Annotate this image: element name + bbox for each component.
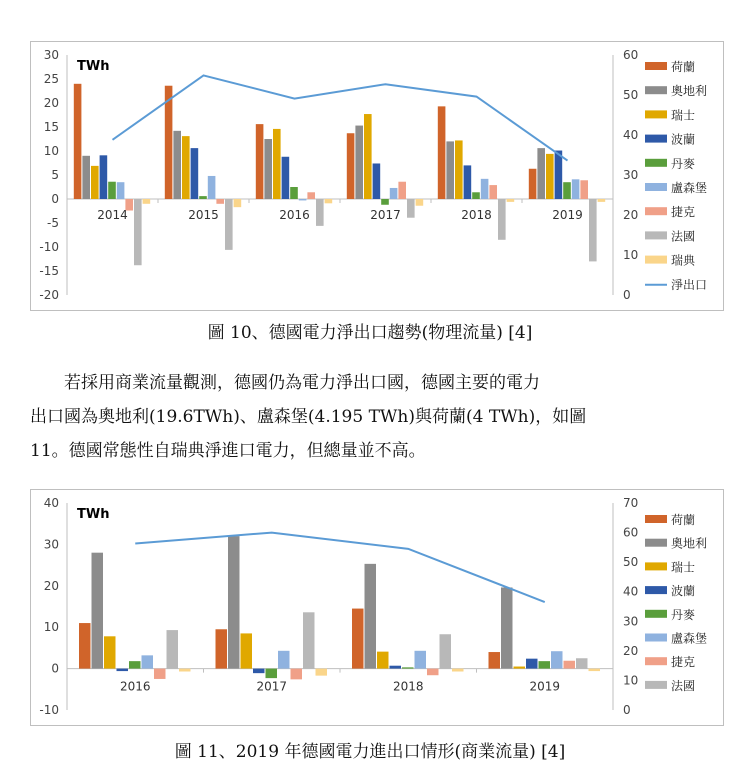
- fig11-bar-盧森堡: [551, 651, 563, 668]
- fig10-bar-法國: [134, 199, 142, 265]
- fig11-category-label: 2019: [529, 679, 561, 694]
- fig11-bar-奧地利: [92, 553, 104, 669]
- fig10-y-tick-label: 5: [51, 168, 59, 182]
- fig11-category-label: 2017: [256, 679, 288, 694]
- fig10-y2-tick-label: 0: [623, 288, 631, 302]
- fig11-bar-奧地利: [228, 536, 240, 668]
- body-paragraph: [30, 366, 720, 468]
- fig10-bar-捷克: [398, 182, 406, 199]
- fig10-bar-波蘭: [464, 165, 472, 199]
- fig11-bar-奧地利: [501, 587, 513, 668]
- fig10-legend-label: 瑞典: [671, 253, 696, 268]
- fig10-bar-法國: [316, 199, 324, 226]
- fig10-bar-奧地利: [355, 126, 363, 199]
- fig10-bar-荷蘭: [347, 133, 355, 199]
- fig10-bar-捷克: [307, 192, 315, 199]
- fig10-category-label: 2016: [279, 208, 310, 222]
- fig11-bar-法國: [576, 658, 588, 668]
- fig11-bar-瑞典: [452, 669, 464, 672]
- fig10-y2-tick-label: 50: [623, 88, 639, 102]
- fig11-y2-tick-label: 50: [623, 555, 639, 570]
- figure-10-svg: [31, 42, 723, 310]
- fig10-legend-swatch: [645, 110, 667, 118]
- fig11-net-export-line: [135, 533, 545, 602]
- fig10-bar-奧地利: [537, 148, 545, 199]
- fig10-y-tick-label: 15: [43, 120, 59, 134]
- fig11-legend-label: 波蘭: [671, 584, 696, 599]
- fig10-bar-丹麥: [472, 192, 480, 199]
- fig11-y2-tick-label: 0: [623, 703, 631, 717]
- fig10-legend-label: 捷克: [671, 205, 696, 220]
- fig10-y-tick-label: -5: [47, 216, 59, 230]
- fig10-legend-swatch: [645, 135, 667, 143]
- fig11-legend-swatch: [645, 586, 667, 594]
- fig11-y-tick-label: -10: [39, 703, 59, 717]
- fig11-bar-波蘭: [253, 669, 265, 674]
- fig10-bar-瑞典: [507, 199, 515, 202]
- fig10-bar-盧森堡: [390, 188, 398, 199]
- fig11-y2-tick-label: 30: [623, 614, 639, 629]
- fig10-bar-波蘭: [100, 155, 108, 199]
- fig11-y2-tick-label: 60: [623, 525, 639, 540]
- fig10-y2-tick-label: 10: [623, 248, 639, 262]
- fig10-bar-捷克: [580, 180, 588, 199]
- fig10-bar-波蘭: [373, 163, 381, 199]
- fig11-legend-swatch: [645, 515, 667, 523]
- fig11-bar-盧森堡: [278, 651, 290, 669]
- fig10-y2-tick-label: 30: [623, 168, 639, 182]
- paragraph-line-3: 11。德國常態性自瑞典淨進口電力，但總量並不高。: [30, 441, 426, 461]
- fig10-bar-波蘭: [191, 148, 199, 199]
- fig10-category-label: 2018: [461, 208, 492, 222]
- fig10-category-label: 2015: [188, 208, 219, 222]
- fig11-bar-丹麥: [266, 669, 278, 679]
- fig11-bar-波蘭: [526, 659, 538, 669]
- fig10-y-tick-label: 10: [43, 144, 59, 158]
- fig11-legend-label: 丹麥: [671, 607, 696, 622]
- fig10-bar-瑞典: [234, 199, 242, 207]
- fig10-bar-丹麥: [108, 182, 116, 199]
- fig11-bar-荷蘭: [216, 629, 228, 668]
- fig11-legend-swatch: [645, 539, 667, 547]
- fig11-y-tick-label: 20: [43, 578, 59, 593]
- fig10-bar-瑞典: [143, 199, 151, 204]
- fig11-bar-瑞典: [316, 669, 328, 676]
- fig10-bar-法國: [225, 199, 233, 250]
- fig11-bar-捷克: [291, 669, 303, 680]
- fig11-bar-盧森堡: [415, 651, 427, 669]
- fig11-bar-法國: [440, 634, 452, 668]
- fig10-bar-盧森堡: [208, 176, 216, 199]
- fig11-y-tick-label: 10: [43, 620, 59, 635]
- fig10-bar-波蘭: [282, 157, 290, 199]
- fig11-bar-瑞士: [514, 667, 526, 669]
- fig10-bar-盧森堡: [299, 199, 307, 200]
- fig10-y2-tick-label: 20: [623, 208, 639, 222]
- fig11-bar-荷蘭: [352, 609, 364, 669]
- fig10-bar-丹麥: [381, 199, 389, 205]
- fig11-y-tick-label: 30: [43, 537, 59, 552]
- figure-11-svg: [31, 490, 723, 725]
- fig10-legend-label: 淨出口: [671, 277, 708, 292]
- figure-11-chart: [30, 489, 724, 726]
- fig10-y-tick-label: 20: [43, 96, 59, 110]
- fig11-legend-label: 瑞士: [671, 560, 696, 575]
- fig11-bar-捷克: [564, 661, 576, 669]
- fig11-bar-瑞士: [241, 633, 253, 668]
- fig10-bar-盧森堡: [117, 182, 125, 199]
- fig10-bar-奧地利: [82, 156, 90, 199]
- fig11-bar-法國: [303, 612, 315, 668]
- fig10-legend-label: 盧森堡: [671, 181, 708, 195]
- fig11-bar-奧地利: [365, 564, 377, 669]
- fig10-legend-swatch: [645, 159, 667, 167]
- fig10-y2-tick-label: 60: [623, 48, 639, 62]
- fig11-bar-捷克: [154, 669, 166, 679]
- fig10-bar-法國: [498, 199, 506, 240]
- fig11-legend-swatch: [645, 610, 667, 618]
- fig10-bar-瑞士: [182, 136, 190, 199]
- fig10-bar-瑞典: [598, 199, 606, 202]
- fig10-bar-瑞典: [325, 199, 333, 203]
- fig10-bar-瑞士: [364, 114, 372, 199]
- fig11-category-label: 2018: [392, 679, 424, 694]
- fig10-bar-瑞士: [273, 129, 281, 199]
- fig11-bar-盧森堡: [142, 655, 154, 668]
- fig11-legend-label: 捷克: [671, 655, 696, 670]
- fig10-bar-奧地利: [173, 131, 181, 199]
- fig10-bar-丹麥: [290, 187, 298, 199]
- fig10-bar-瑞士: [91, 166, 99, 199]
- fig10-bar-瑞典: [416, 199, 424, 206]
- fig11-y2-tick-label: 40: [623, 584, 639, 599]
- fig11-category-label: 2016: [119, 679, 151, 694]
- fig11-legend-label: 法國: [671, 678, 696, 693]
- fig10-bar-荷蘭: [74, 84, 82, 199]
- figure-10-chart: [30, 41, 724, 311]
- fig10-bar-法國: [407, 199, 415, 218]
- fig11-unit-label: TWh: [77, 507, 110, 522]
- fig11-legend-label: 奧地利: [671, 536, 708, 551]
- fig10-legend-label: 瑞士: [671, 108, 696, 123]
- fig10-bar-荷蘭: [256, 124, 264, 199]
- fig11-y2-tick-label: 10: [623, 673, 639, 688]
- fig11-legend-swatch: [645, 657, 667, 665]
- fig10-legend-swatch: [645, 62, 667, 70]
- fig11-y-tick-label: 40: [43, 496, 59, 510]
- fig10-bar-捷克: [489, 185, 497, 199]
- fig10-bar-奧地利: [264, 139, 272, 199]
- fig10-bar-荷蘭: [529, 169, 537, 199]
- fig10-bar-盧森堡: [572, 179, 580, 199]
- paragraph-line-2: 出口國為奧地利(19.6TWh)、盧森堡(4.195 TWh)與荷蘭(4 TWh)，如圖: [30, 407, 587, 427]
- fig11-bar-荷蘭: [489, 652, 501, 669]
- fig10-y-tick-label: -15: [39, 264, 59, 278]
- fig10-bar-瑞士: [455, 140, 463, 199]
- fig11-legend-swatch: [645, 634, 667, 642]
- fig10-legend-label: 奧地利: [671, 84, 708, 99]
- fig10-bar-荷蘭: [438, 106, 446, 199]
- fig10-y-tick-label: 30: [43, 48, 59, 62]
- fig10-y-tick-label: -10: [39, 240, 59, 254]
- fig11-y2-tick-label: 70: [623, 496, 639, 510]
- fig11-bar-荷蘭: [79, 623, 91, 669]
- fig11-bar-波蘭: [390, 666, 402, 669]
- fig10-category-label: 2014: [97, 208, 128, 222]
- fig10-category-label: 2017: [370, 208, 401, 222]
- fig11-legend-label: 荷蘭: [671, 513, 696, 527]
- fig10-legend-label: 法國: [671, 229, 696, 244]
- fig11-legend-swatch: [645, 562, 667, 570]
- fig11-legend-label: 盧森堡: [671, 631, 708, 646]
- fig11-bar-丹麥: [129, 661, 141, 668]
- fig10-bar-盧森堡: [481, 179, 489, 199]
- fig11-legend-swatch: [645, 681, 667, 689]
- fig10-y-tick-label: 0: [51, 192, 59, 206]
- fig11-bar-丹麥: [402, 667, 414, 668]
- fig11-y-tick-label: 0: [51, 661, 59, 676]
- fig10-bar-瑞士: [546, 154, 554, 199]
- fig11-bar-瑞典: [589, 669, 601, 671]
- fig10-category-label: 2019: [552, 208, 583, 222]
- fig10-legend-swatch: [645, 207, 667, 215]
- fig11-bar-瑞士: [104, 636, 116, 668]
- fig11-bar-瑞士: [377, 652, 389, 669]
- fig10-y-tick-label: 25: [43, 72, 59, 86]
- fig10-bar-丹麥: [563, 182, 571, 199]
- fig10-legend-swatch: [645, 231, 667, 239]
- fig10-legend-swatch: [645, 256, 667, 264]
- fig10-legend-label: 丹麥: [671, 156, 696, 171]
- fig10-bar-法國: [589, 199, 597, 261]
- figure-10-caption: 圖 10、德國電力淨出口趨勢(物理流量) [4]: [207, 323, 533, 343]
- paragraph-line-1: 若採用商業流量觀測，德國仍為電力淨出口國，德國主要的電力: [64, 373, 540, 393]
- fig11-bar-捷克: [427, 669, 439, 676]
- fig11-y2-tick-label: 20: [623, 643, 639, 658]
- fig10-bar-波蘭: [555, 151, 563, 199]
- fig10-legend-label: 波蘭: [671, 132, 696, 147]
- fig10-legend-label: 荷蘭: [671, 60, 696, 74]
- fig11-bar-法國: [167, 630, 179, 669]
- fig11-bar-波蘭: [117, 669, 129, 671]
- fig10-unit-label: TWh: [77, 59, 110, 74]
- fig11-bar-瑞典: [179, 669, 191, 672]
- fig10-y-tick-label: -20: [39, 288, 59, 302]
- fig10-bar-捷克: [216, 199, 224, 204]
- fig11-bar-丹麥: [539, 661, 551, 668]
- fig10-y2-tick-label: 40: [623, 128, 639, 142]
- fig10-legend-swatch: [645, 86, 667, 94]
- fig10-bar-奧地利: [446, 141, 454, 199]
- fig10-legend-swatch: [645, 183, 667, 191]
- figure-11-caption: 圖 11、2019 年德國電力進出口情形(商業流量) [4]: [174, 742, 566, 762]
- fig10-bar-丹麥: [199, 196, 207, 199]
